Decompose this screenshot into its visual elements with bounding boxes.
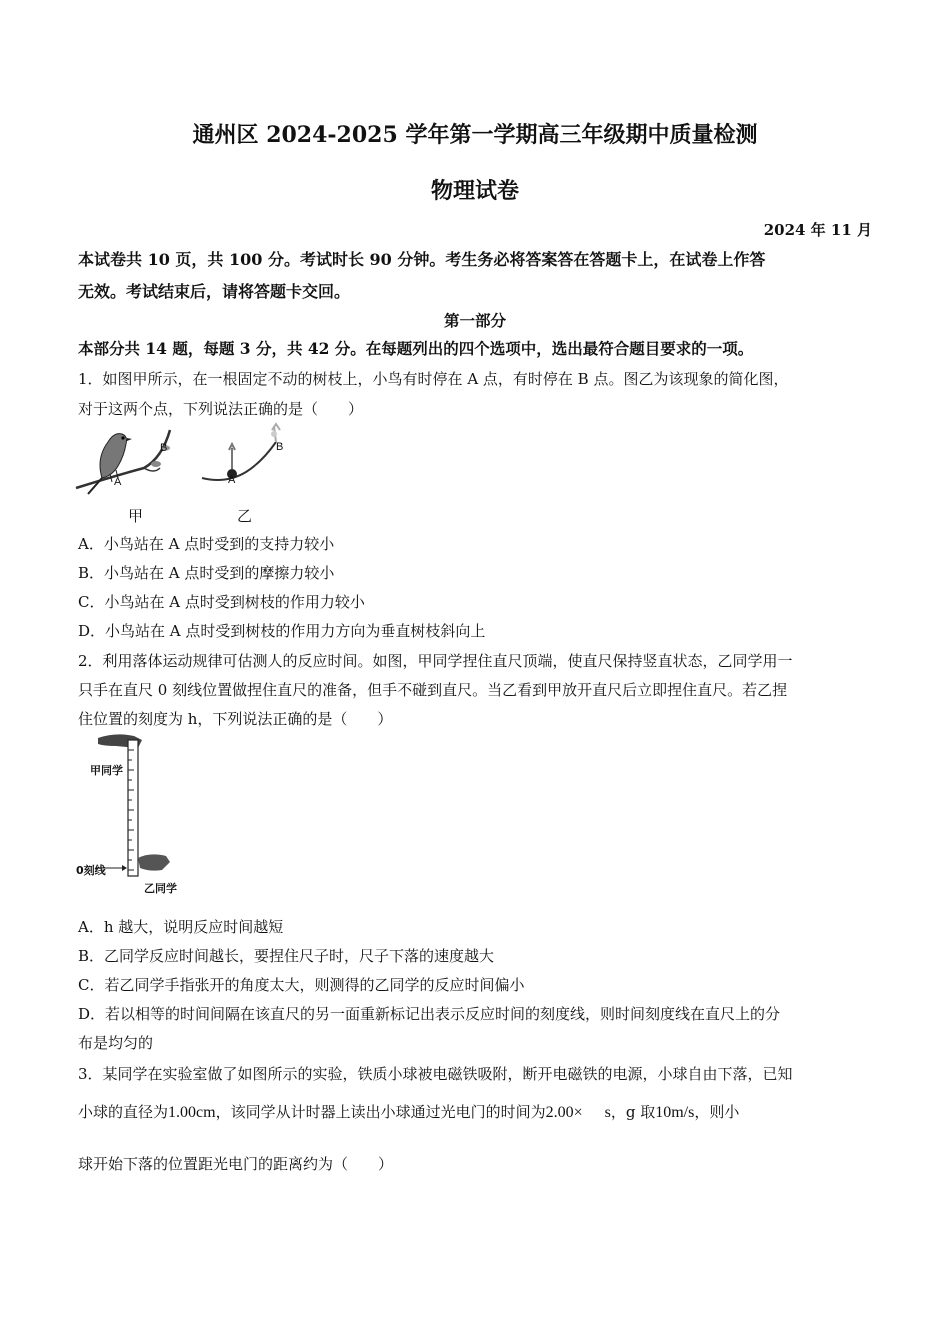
- q2-label-zero-line: 0刻线: [76, 864, 106, 877]
- q3-text-diameter-intro: 小球的直径为: [78, 1103, 169, 1121]
- exam-date: 2024 年 11 月: [763, 221, 872, 239]
- q1-caption-jia: 甲: [128, 507, 144, 525]
- q3-diameter-value: 1.00cm: [168, 1104, 216, 1121]
- q2-stem-line-1: 2．利用落体运动规律可估测人的反应时间。如图，甲同学捏住直尺顶端，使直尺保持竖直状态，乙同学用一: [78, 652, 793, 670]
- instructions-line-1: 本试卷共 10 页，共 100 分。考试时长 90 分钟。考生务必将答案答在答题卡上，在试卷上作答: [78, 250, 766, 269]
- q1-caption-yi: 乙: [237, 507, 253, 525]
- q1-yi-label-a: A: [228, 474, 236, 486]
- q1-option-a: A．小鸟站在 A 点时受到的支持力较小: [78, 535, 335, 553]
- q2-label-student-yi: 乙同学: [144, 882, 177, 895]
- q1-figure-jia: [74, 418, 184, 496]
- q2-option-a: A．h 越大，说明反应时间越短: [78, 918, 284, 936]
- q3-stem-line-1: 3．某同学在实验室做了如图所示的实验，铁质小球被电磁铁吸附，断开电磁铁的电源，小球自由下落，已知: [78, 1065, 793, 1083]
- q2-option-d-line-1: D．若以相等的时间间隔在该直尺的另一面重新标记出表示反应时间的刻度线，则时间刻度线在直尺上的分: [78, 1005, 781, 1023]
- q2-stem-line-3: 住位置的刻度为 h，下列说法正确的是（ ）: [78, 710, 393, 728]
- instructions-line-2: 无效。考试结束后，请将答题卡交回。: [78, 282, 351, 301]
- q1-stem-line-1: 1．如图甲所示，在一根固定不动的树枝上，小鸟有时停在 A 点，有时停在 B 点。图乙为该现象的简化图，: [78, 370, 789, 388]
- part1-intro: 本部分共 14 题，每题 3 分，共 42 分。在每题列出的四个选项中，选出最符合题目要求的一项。: [78, 339, 754, 358]
- q3-g-value: 10m/s: [655, 1104, 695, 1121]
- q2-label-student-jia: 甲同学: [90, 764, 123, 777]
- q3-stem-line-2: [78, 1101, 878, 1122]
- q3-time-unit: s: [604, 1104, 611, 1121]
- page-title: 通州区 2024-2025 学年第一学期高三年级期中质量检测: [192, 122, 758, 148]
- q1-jia-label-a: A: [114, 476, 122, 488]
- q3-text-g-intro: ，g 取: [610, 1103, 656, 1121]
- q2-option-c: C．若乙同学手指张开的角度太大，则测得的乙同学的反应时间偏小: [78, 976, 525, 994]
- page-subtitle: 物理试卷: [430, 178, 519, 204]
- q1-option-c: C．小鸟站在 A 点时受到树枝的作用力较小: [78, 593, 365, 611]
- q1-jia-label-b: B: [160, 442, 168, 454]
- q2-option-d-line-2: 布是均匀的: [78, 1034, 154, 1052]
- q1-option-b: B．小鸟站在 A 点时受到的摩擦力较小: [78, 564, 335, 582]
- q3-stem-line-3: 球开始下落的位置距光电门的距离约为（ ）: [78, 1155, 394, 1173]
- q3-text-end: ，则小: [694, 1103, 740, 1121]
- q1-figure-yi: [196, 418, 292, 488]
- q2-option-b: B．乙同学反应时间越长，要捏住尺子时，尺子下落的速度越大: [78, 947, 495, 965]
- q1-yi-label-b: B: [276, 441, 284, 453]
- part1-heading: 第一部分: [443, 311, 506, 330]
- q1-stem-line-2: 对于这两个点，下列说法正确的是（ ）: [78, 400, 364, 418]
- q1-option-d: D．小鸟站在 A 点时受到树枝的作用力方向为垂直树枝斜向上: [78, 622, 486, 640]
- q2-stem-line-2: 只手在直尺 0 刻线位置做捏住直尺的准备，但手不碰到直尺。当乙看到甲放开直尺后立即捏住直尺。若乙捏: [78, 681, 788, 699]
- q3-time-value: 2.00×: [545, 1104, 583, 1121]
- q3-text-time-intro: ，该同学从计时器上读出小球通过光电门的时间为: [215, 1103, 546, 1121]
